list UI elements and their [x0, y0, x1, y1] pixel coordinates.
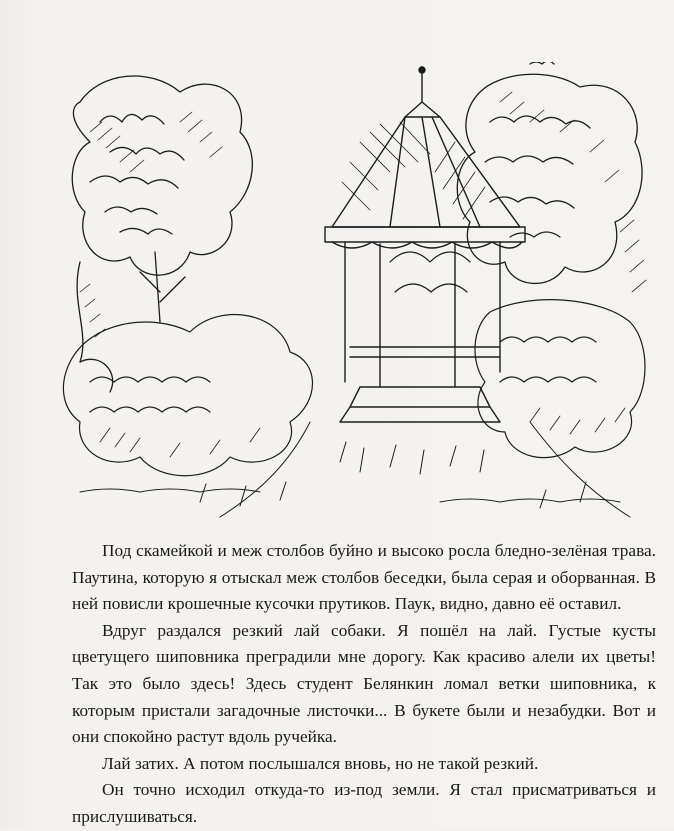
paragraph: Он точно исходил откуда-то из-под земли. Я стал присматриваться и прислушиваться.	[72, 780, 656, 826]
paragraph: Лай затих. А потом послышался вновь, но не такой резкий.	[102, 753, 539, 773]
right-tree	[457, 62, 642, 283]
body-text	[72, 538, 656, 831]
paragraph: Вдруг раздался резкий лай собаки. Я пошёл на лай. Густые кусты цветущего шиповника преградили мне дорогу. Как красиво алели их цветы! Так это было здесь! Здесь студент Белянкин ломал ветки шиповника, к которым пристали загадочные листочки... В букете были и незабудки. Вот и они спокойно растут вдоль ручейка.	[72, 620, 656, 747]
ground	[80, 422, 630, 517]
gazebo-illustration	[60, 62, 652, 522]
bushes	[63, 252, 645, 476]
gazebo	[325, 67, 525, 422]
paragraph: Под скамейкой и меж столбов буйно и высоко росла бледно-зелёная трава. Паутина, которую я отыскал меж столбов беседки, была серая и оборванная. В ней повисли крошечные кусочки прутиков. Паук, видно, давно её оставил.	[72, 541, 656, 614]
left-tree	[72, 76, 252, 392]
